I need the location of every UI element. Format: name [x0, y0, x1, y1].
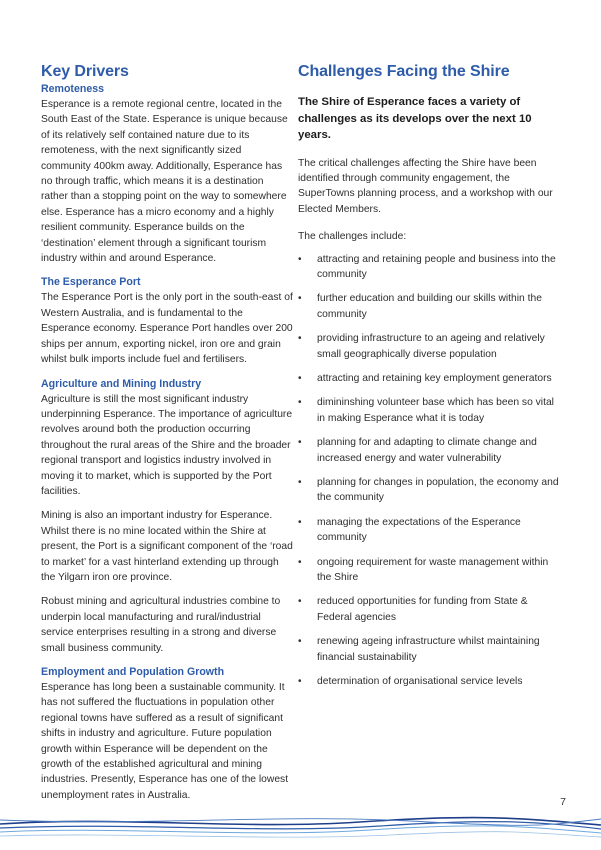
mining-paragraph: Mining is also an important industry for Esperance. Whilst there is no mine located within the Shire at present, the Port is a significant component of the ‘road to market’ for a vast hinterland extending up through the Yilgarn iron ore province.: [41, 510, 293, 583]
remoteness-paragraph: Esperance is a remote regional centre, located in the South East of the State. Esperance is unique because of its relatively self contained nature due to its remoteness, with the next significantly sized community 400km away. Additionally, Esperance has no through traffic, which means it is a destination rather than a stopping point on the way to somewhere else. Esperance has a micro economy and a highly resilient community. Esperance builds on the ‘destination’ element through a significant tourism industry within and around Esperance.: [41, 99, 288, 265]
bullet-icon: •: [298, 293, 302, 305]
left-column: [41, 62, 293, 803]
bullet-icon: •: [298, 437, 302, 449]
challenge-item: [298, 555, 560, 586]
bullet-icon: •: [298, 556, 302, 568]
challenges-title: Challenges Facing the Shire: [298, 63, 510, 80]
challenge-text: managing the expectations of the Esperance community: [317, 516, 521, 544]
challenge-text: attracting and retaining people and business into the community: [317, 253, 556, 280]
challenge-text: determination of organisational service levels: [317, 676, 523, 688]
bullet-icon: •: [298, 516, 302, 528]
challenge-item: [298, 515, 560, 546]
challenge-text: ongoing requirement for waste management within the Shire: [317, 556, 549, 584]
challenge-item: [298, 371, 560, 386]
right-column: [298, 62, 560, 698]
bullet-icon: •: [298, 676, 302, 688]
challenge-item: [298, 674, 560, 689]
bullet-icon: •: [298, 596, 302, 608]
challenge-item: [298, 252, 560, 283]
challenge-item: [298, 435, 560, 466]
bullet-icon: •: [298, 372, 302, 384]
challenge-text: planning for and adapting to climate change and increased energy and water vulnerability: [317, 437, 537, 464]
industries-paragraph: Robust mining and agricultural industries combine to underpin local manufacturing and rural/industrial service enterprises resulting in a strong and diverse small business community.: [41, 596, 281, 654]
bullet-icon: •: [298, 333, 302, 345]
section-heading-employment: Employment and Population Growth: [41, 666, 225, 678]
challenges-list: [298, 252, 560, 690]
section-heading-remoteness: Remoteness: [41, 83, 104, 95]
key-drivers-title: Key Drivers: [41, 63, 129, 80]
bullet-icon: •: [298, 253, 302, 265]
challenge-text: renewing ageing infrastructure whilst maintaining financial sustainability: [317, 636, 540, 663]
challenges-intro: The critical challenges affecting the Shire have been identified through community engagement, the SuperTowns planning process, and a workshop with our Elected Members.: [298, 157, 553, 215]
challenge-item: [298, 395, 560, 426]
challenge-text: further education and building our skills within the community: [317, 293, 542, 320]
challenges-list-intro: The challenges include:: [298, 231, 407, 243]
challenges-lead: The Shire of Esperance faces a variety of challenges as its develops over the next 10 years.: [298, 96, 532, 141]
challenge-text: planning for changes in population, the economy and the community: [317, 477, 559, 504]
challenge-text: dimininshing volunteer base which has been so vital in making Esperance what it is today: [317, 397, 554, 424]
page-number: 7: [560, 796, 566, 808]
challenge-text: reduced opportunities for funding from State & Federal agencies: [317, 596, 528, 623]
challenge-item: [298, 634, 560, 665]
bullet-icon: •: [298, 636, 302, 648]
challenge-item: [298, 475, 560, 506]
bullet-icon: •: [298, 477, 302, 488]
bullet-icon: •: [298, 397, 302, 409]
challenge-item: [298, 291, 560, 322]
footer-wave-decoration: [0, 808, 601, 850]
employment-paragraph: Esperance has long been a sustainable community. It has not suffered the fluctuations in population other regional towns have suffered as a result of significant shifts in industry and agriculture. Future population growth within Esperance will be dependent on the growth of the established agricultural and mining industries. Presently, Esperance has one of the lowest unemployment rates in Australia.: [41, 682, 289, 801]
agriculture-paragraph: Agriculture is still the most significant industry underpinning Esperance. The importance of agriculture revolves around both the production occurring throughout the rural areas of the Shire and the broader regional transport and logistics industry involved in moving it to market, which is supported by the Port facilities.: [41, 393, 293, 497]
section-heading-port: The Esperance Port: [41, 276, 141, 289]
port-paragraph: The Esperance Port is the only port in the south-east of Western Australia, and is fundamental to the Esperance economy. Esperance Port handles over 200 ships per annum, exporting nickel, iron ore and grain whilst bulk imports include fuel and fertilisers.: [41, 292, 293, 366]
challenge-text: attracting and retaining key employment generators: [317, 372, 552, 384]
challenge-item: [298, 331, 560, 362]
challenge-item: [298, 594, 560, 625]
challenge-text: providing infrastructure to an ageing and relatively small geographically diverse population: [317, 333, 545, 360]
section-heading-agriculture-mining: Agriculture and Mining Industry: [41, 377, 202, 390]
